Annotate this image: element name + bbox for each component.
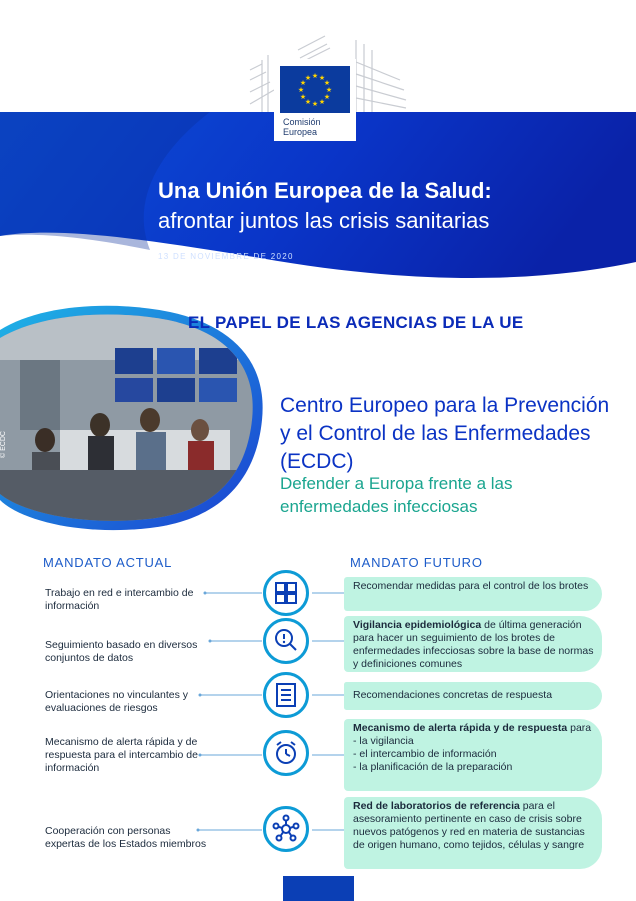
svg-text:★: ★ [323, 93, 331, 101]
agency-name: Centro Europeo para la Prevención y el Control de las Enfermedades (ECDC) [280, 394, 610, 473]
future-item-4-list-1: - la vigilancia [353, 735, 414, 747]
future-item-5-bold: Red de laboratorios de referencia [353, 800, 520, 812]
future-mandate-item-1 [344, 577, 602, 611]
future-item-4-bold: Mecanismo de alerta rápida y de respuesta [353, 722, 568, 734]
svg-text:★: ★ [311, 72, 319, 80]
future-item-4-list-2: - el intercambio de información [353, 748, 497, 760]
future-mandate-item-5 [344, 797, 602, 869]
svg-text:★: ★ [299, 93, 307, 101]
future-item-5-text: para el asesoramiento pertinente en caso de crisis sobre nuevos patógenos y red en materia de sustancias de origen humano, como tejidos, células y sangre [353, 800, 585, 851]
magnifier-alert-icon [263, 618, 309, 664]
page-title-line2: afrontar juntos las crisis sanitarias [158, 208, 490, 233]
svg-text:★: ★ [323, 79, 331, 87]
future-item-2-text: de última generación para hacer un seguimiento de los brotes de enfermedades infecciosas sobre la base de normas y definiciones comunes [353, 619, 594, 670]
future-mandate-item-4 [344, 719, 602, 791]
current-mandate-item-2: Seguimiento basado en diversos conjuntos de datos [45, 639, 198, 664]
commission-name-line1: Comisión [283, 117, 321, 127]
svg-text:★: ★ [297, 86, 305, 94]
svg-text:★: ★ [325, 86, 333, 94]
page-title-line1: Una Unión Europea de la Salud: [158, 178, 492, 203]
current-mandate-item-1: Trabajo en red e intercambio de información [45, 587, 194, 612]
future-item-1-text: Recomendar medidas para el control de los brotes [353, 580, 589, 592]
future-item-2-bold: Vigilancia epidemiológica [353, 619, 482, 631]
svg-text:★: ★ [318, 98, 326, 106]
current-mandate-item-3: Orientaciones no vinculantes y evaluaciones de riesgos [45, 689, 188, 714]
publication-date: 13 DE NOVIEMBRE DE 2020 [158, 252, 294, 261]
document-list-icon [263, 672, 309, 718]
svg-text:★: ★ [304, 74, 312, 82]
svg-text:★: ★ [304, 98, 312, 106]
agency-subtitle: Defender a Europa frente a las enfermedades infecciosas [280, 474, 513, 516]
future-mandate-item-3 [344, 682, 602, 710]
current-mandate-item-4: Mecanismo de alerta rápida y de respuesta para el intercambio de información [45, 736, 198, 774]
future-item-4-list-3: - la planificación de la preparación [353, 761, 513, 773]
future-mandate-item-2 [344, 616, 602, 672]
photo-credit: © ECDC [0, 431, 7, 458]
current-mandate-heading: MANDATO ACTUAL [43, 555, 173, 570]
commission-name-line2: Europea [283, 127, 318, 137]
footer-bar [283, 876, 354, 901]
puzzle-icon [263, 570, 309, 616]
network-icon [263, 806, 309, 852]
future-item-3-text: Recomendaciones concretas de respuesta [353, 689, 553, 701]
future-item-4-text: para [567, 722, 592, 734]
future-mandate-heading: MANDATO FUTURO [350, 555, 483, 570]
alarm-clock-icon [263, 730, 309, 776]
section-title: EL PAPEL DE LAS AGENCIAS DE LA UE [188, 313, 524, 332]
svg-text:★: ★ [318, 74, 326, 82]
svg-text:★: ★ [311, 100, 319, 108]
svg-text:★: ★ [299, 79, 307, 87]
current-mandate-item-5: Cooperación con personas expertas de los Estados miembros [45, 825, 207, 850]
